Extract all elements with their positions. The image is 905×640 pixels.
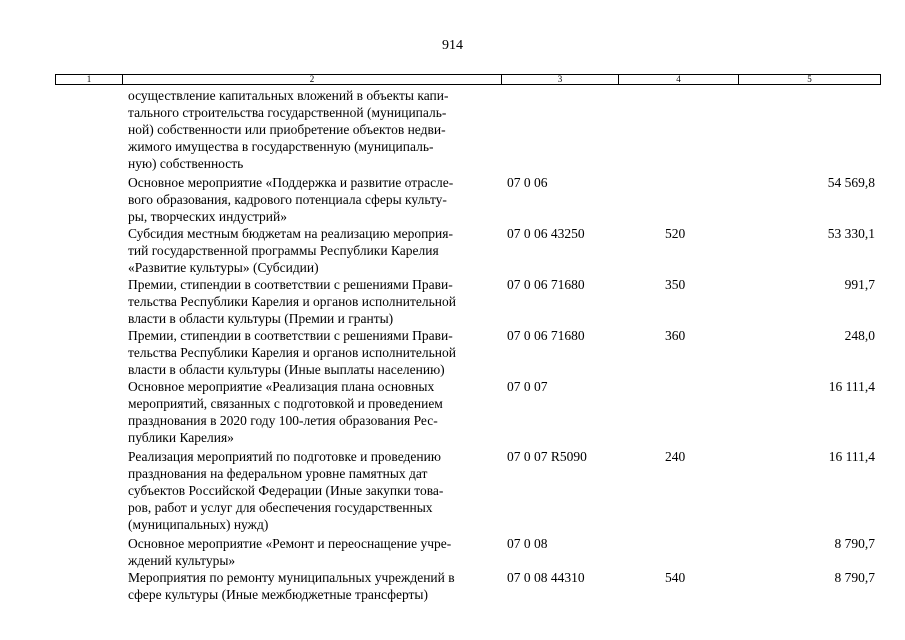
- row-amount: 991,7: [844, 277, 875, 292]
- row-name: Основное мероприятие «Поддержка и развитие отрасле- вого образования, кадрового потенциала сферы культу- ры, творческих индустрий»: [128, 175, 454, 224]
- column-header-table: [55, 74, 881, 85]
- page-number: 914: [442, 38, 463, 53]
- row-code: 07 0 08 44310: [507, 570, 585, 585]
- table-row: [0, 225, 905, 276]
- column-header-4: 4: [619, 75, 739, 85]
- row-type: 360: [665, 328, 686, 343]
- table-body: [0, 87, 905, 603]
- row-type: 240: [665, 449, 686, 464]
- table-row: [0, 535, 905, 569]
- table-row: [0, 569, 905, 603]
- table-row: [0, 174, 905, 225]
- row-code: 07 0 07 R5090: [507, 449, 587, 464]
- row-amount: 16 111,4: [828, 449, 875, 464]
- table-row: [0, 87, 905, 174]
- row-type: 350: [665, 277, 686, 292]
- column-header-1: 1: [56, 75, 123, 85]
- row-amount: 16 111,4: [828, 379, 875, 394]
- row-code: 07 0 06: [507, 175, 548, 190]
- row-type: 540: [665, 570, 686, 585]
- row-amount: 248,0: [844, 328, 875, 343]
- row-code: 07 0 07: [507, 379, 548, 394]
- row-name: Основное мероприятие «Реализация плана основных мероприятий, связанных с подготовкой и проведением празднования в 2020 году 100-летия образования Рес- публики Карелия»: [128, 379, 443, 445]
- table-row: [0, 276, 905, 327]
- row-amount: 8 790,7: [834, 570, 875, 585]
- column-header-5: 5: [739, 75, 881, 85]
- row-name: Премии, стипендии в соответствии с решениями Прави- тельства Республики Карелия и органов исполнительной власти в области культуры (Премии и гранты): [128, 277, 456, 326]
- table-row: [0, 448, 905, 535]
- column-header-2: 2: [123, 75, 502, 85]
- row-name: Премии, стипендии в соответствии с решениями Прави- тельства Республики Карелия и органов исполнительной власти в области культуры (Иные выплаты населению): [128, 328, 456, 377]
- row-code: 07 0 06 71680: [507, 277, 585, 292]
- row-name: Реализация мероприятий по подготовке и проведению празднования на федеральном уровне памятных дат субъектов Российской Федерации (Иные закупки това- ров, работ и услуг для обеспечения государственных (муниципальных) нужд): [128, 449, 444, 532]
- table-row: [0, 327, 905, 378]
- row-type: 520: [665, 226, 686, 241]
- row-name: осуществление капитальных вложений в объекты капи- тального строительства государственной (муниципаль- ной) собственности или приобретение объектов недви- жимого имущества в государственную (муниципаль- ную) собственность: [128, 88, 449, 171]
- row-amount: 54 569,8: [827, 175, 875, 190]
- row-code: 07 0 06 71680: [507, 328, 585, 343]
- row-code: 07 0 06 43250: [507, 226, 585, 241]
- column-header-3: 3: [502, 75, 619, 85]
- row-code: 07 0 08: [507, 536, 548, 551]
- column-header-row: [56, 75, 881, 85]
- row-amount: 8 790,7: [834, 536, 875, 551]
- table-row: [0, 378, 905, 448]
- row-name: Основное мероприятие «Ремонт и переоснащение учре- ждений культуры»: [128, 536, 452, 568]
- row-amount: 53 330,1: [827, 226, 875, 241]
- row-name: Мероприятия по ремонту муниципальных учреждений в сфере культуры (Иные межбюджетные трансферты): [128, 570, 455, 602]
- row-name: Субсидия местным бюджетам на реализацию мероприя- тий государственной программы Республики Карелия «Развитие культуры» (Субсидии): [128, 226, 453, 275]
